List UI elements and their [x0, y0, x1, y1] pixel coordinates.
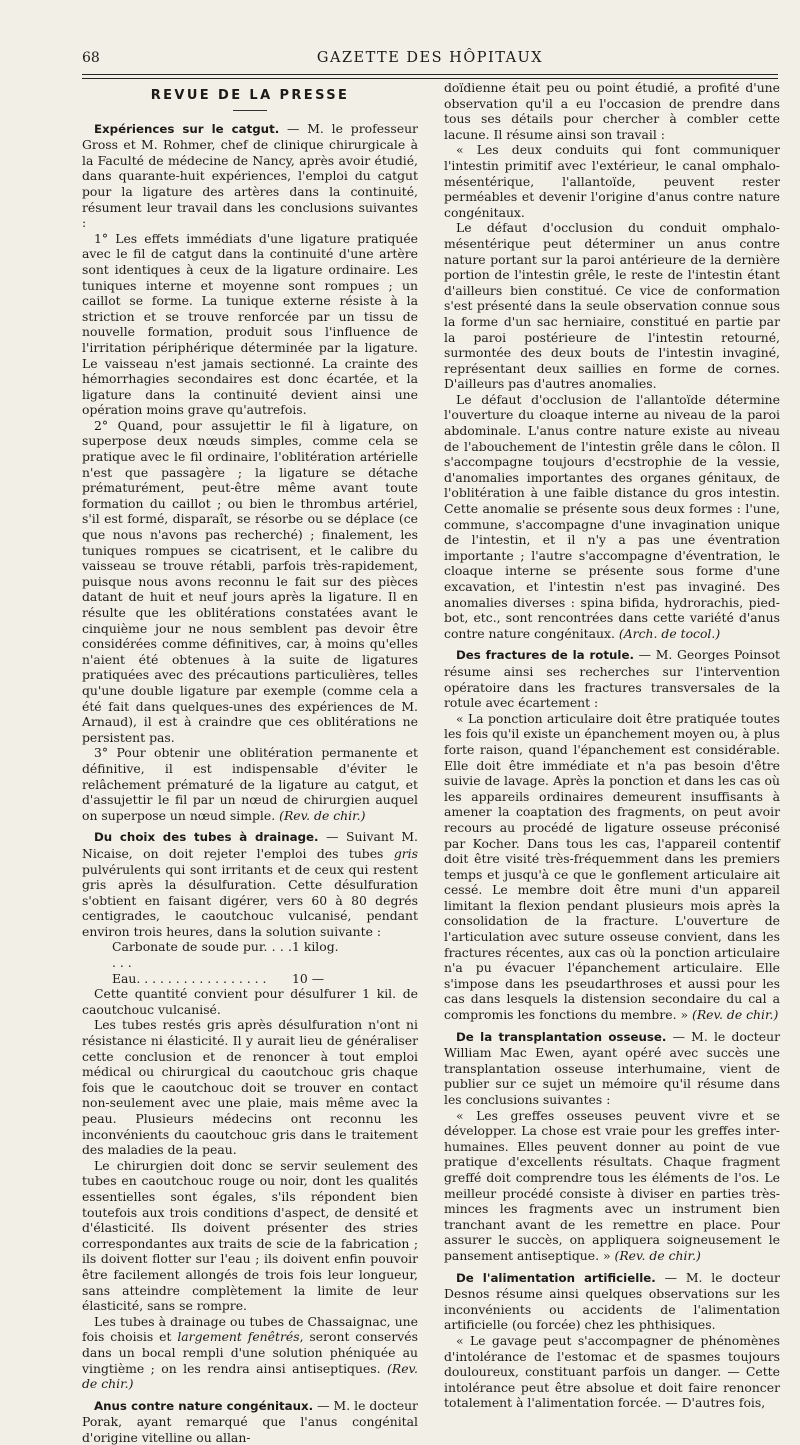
aliment-intro: De l'alimentation artificielle. — M. le docteur Desnos résume ainsi quelques observations sur les inconvénients ou accidents de l'alimentation artificielle (ou forcée) chez les phthisiques. [444, 1269, 780, 1333]
title-rule [233, 110, 267, 111]
anus-quote-1: « Les deux conduits qui font communiquer l'intestin primitif avec l'extérieur, le canal omphalo-mésentérique, l'allantoïde, peuvent rester perméables et devenir l'origine d'anus contre nature congénitaux. [444, 142, 780, 220]
tubes-source: (Rev. de chir.) [82, 1360, 418, 1392]
catgut-paragraph-1: 1° Les effets immédiats d'une ligature pratiquée avec le fil de catgut dans la continuité d'une artère sont identiques à ceux de la ligature ordinaire. Les tuniques interne et moyenne sont rompues ; un caillot se forme. La tunique externe résiste à la striction et se trouve renforcée par un tissu de nouvelle formation, produit sous l'influence de l'irritation périphérique déterminée par la ligature. Le vaisseau n'est jamais sectionné. La crainte des hémorrhagies secondaires est donc écartée, et la ligature dans la continuité devient ainsi une opération moins grave qu'autrefois. [82, 230, 418, 418]
anus-quote-2: Le défaut d'occlusion du conduit omphalo-mésentérique peut déterminer un anus contre nature portant sur la paroi antérieure de la dernière portion de l'intestin grêle, le reste de l'intestin étant d'ailleurs bien constitué. Ce vice de conformation s'est présenté dans la seule observation connue sous la forme d'un sac herniaire, constitué en partie par la paroi postérieure de l'intestin retourné, surmontée des deux bouts de l'intestin invaginé, représentant deux saillies en forme de cornes. D'ailleurs pas d'autres anomalies. [444, 220, 780, 392]
right-column [444, 80, 780, 1411]
anus-heading: Anus contre nature congénitaux. [94, 1398, 314, 1413]
recipe-row: Carbonate de soude pur. . . . . . . 1 kilog. [112, 939, 339, 971]
page-header [82, 50, 778, 72]
catgut-paragraph-2: 2° Quand, pour assujettir le fil à ligature, on superpose deux nœuds simples, comme cela se pratique avec le fil ordinaire, l'oblitération artérielle n'est que passagère ; la ligature se détache prématurément, peut-être même avant toute formation du caillot ; ou bien le thrombus artériel, s'il est formé, disparaît, se résorbe ou se déplace (ce que nous n'avons pas recherché) ; finalement, les tuniques rompues se cicatrisent, et le calibre du vaisseau se trouve rétabli, parfois très-rapidement, puisque nous avons reconnu le fait sur des pièces datant de huit et neuf jours après la ligature. Il en résulte que les oblitérations constatées avant le cinquième jour ne nous semblent pas devoir être considérées comme définitives, car, à moins qu'elles n'aient été obtenues à la suite de ligatures pratiquées avec des précautions particulières, telles qu'une double ligature par exemple (comme cela a été fait dans quelques-unes des expériences de M. Arnaud), il est à craindre que ces oblitérations ne persistent pas. [82, 417, 418, 745]
anus-source: (Arch. de tocol.) [618, 625, 721, 641]
catgut-intro: Expériences sur le catgut. — M. le professeur Gross et M. Rohmer, chef de clinique chirurgicale à la Faculté de médecine de Nancy, après avoir étudié, dans quarante-huit expériences, l'emploi du catgut pour la ligature des artères dans la continuité, résument leur travail dans les conclusions suivantes : [82, 120, 418, 231]
transplant-paragraph-2: « Les greffes osseuses peuvent vivre et se développer. La chose est vraie pour les greffes inter-humaines. Elles peuvent donner au point de vue pratique d'excellents résultats. Chaque fragment greffé doit comprendre tous les éléments de l'os. Le meilleur procédé consiste à diviser en parties très-minces les fragments avec un instrument bien tranchant avant de les remettre en place. Pour assurer le succès, on appliquera soigneusement le pansement antiseptique. » (Rev. de chir.) [444, 1107, 780, 1263]
section-title: REVUE DE LA PRESSE [150, 88, 350, 103]
recipe-row: Eau. . . . . . . . . . . . . . . . . 10 — [112, 970, 325, 986]
tubes-paragraph-5: Les tubes à drainage ou tubes de Chassaignac, une fois choisis et largement fenêtrés, seront conservés dans un bocal rempli d'une solution phéniquée au vingtième ; on les rendra ainsi antiseptiques. (Rev. de chir.) [82, 1313, 418, 1392]
transplant-heading: De la transplantation osseuse. [456, 1029, 667, 1044]
anus-continuation: doïdienne était peu ou point étudié, a profité d'une observation qu'il a eu l'occasion de prendre dans tous ses détails pour chercher à combler cette lacune. Il résume ainsi son travail : [444, 80, 780, 142]
tubes-paragraph-2: Cette quantité convient pour désulfurer 1 kil. de caoutchouc vulcanisé. [82, 986, 418, 1017]
rotule-paragraph-2: « La ponction articulaire doit être pratiquée toutes les fois qu'il existe un épanchement moyen ou, à plus forte raison, quand l'épanchement est considérable. Elle doit être immédiate et n'a pas besoin d'être suivie de lavage. Après la ponction et dans les cas où les appareils ordinaires demeurent insuffisants à amener la coaptation des fragments, on peut avoir recours au procédé de ligature osseuse préconisé par Kocher. Dans tous les cas, l'appareil contentif doit être visité très-fréquemment dans les premiers temps et jusqu'à ce que le gonflement articulaire ait cessé. Le membre doit être muni d'un appareil limitant la flexion pendant plusieurs mois après la consolidation de la fracture. L'ouverture de l'articulation avec suture osseuse convient, dans les fractures récentes, aux cas où la ponction articulaire n'a pu évacuer l'épanchement articulaire. Elle s'impose dans les pseudarthroses et aussi pour les cas dans lesquels la distension secondaire du cal a compromis les fonctions du membre. » (Rev. de chir.) [444, 710, 780, 1023]
aliment-heading: De l'alimentation artificielle. [456, 1270, 656, 1285]
catgut-heading: Expériences sur le catgut. [94, 121, 280, 136]
tubes-paragraph-4: Le chirurgien doit donc se servir seulement des tubes en caoutchouc rouge ou noir, dont les qualités essentielles sont égales, s'ils répondent bien toutefois aux trois conditions d'aspect, de densité et d'élasticité. Ils doivent présenter des stries correspondantes aux traits de scie de la fabrication ; ils doivent flotter sur l'eau ; ils doivent enfin pouvoir être facilement allongés de trois fois leur longueur, sans atteindre complètement la limite de leur élasticité, sans se rompre. [82, 1157, 418, 1314]
anus-intro: Anus contre nature congénitaux. — M. le docteur Porak, ayant remarqué que l'anus congénital d'origine vitelline ou allan- [82, 1397, 418, 1445]
transplant-source: (Rev. de chir.) [614, 1247, 701, 1263]
tubes-intro: Du choix des tubes à drainage. — Suivant M. Nicaise, on doit rejeter l'emploi des tubes gris pulvérulents qui sont irritants et de ceux qui restent gris après la désulfuration. Cette désulfuration s'obtient en faisant digérer, vers 60 à 80 degrés centigrades, le caoutchouc vulcanisé, pendant environ trois heures, dans la solution suivante : [82, 829, 418, 939]
catgut-source: (Rev. de chir.) [279, 807, 366, 823]
catgut-paragraph-3: 3° Pour obtenir une oblitération permanente et définitive, il est indispensable d'éviter le relâchement prématuré de la ligature au catgut, et d'assujettir le fil par un nœud de chirurgien auquel on superpose un nœud simple. (Rev. de chir.) [82, 745, 418, 823]
journal-title: GAZETTE DES HÔPITAUX [316, 50, 544, 66]
header-rule-thin [82, 78, 778, 79]
rotule-source: (Rev. de chir.) [692, 1007, 779, 1023]
anus-quote-3: Le défaut d'occlusion de l'allantoïde détermine l'ouverture du cloaque interne au niveau de la paroi abdominale. L'anus contre nature existe au niveau de l'abouchement de l'intestin grêle dans le côlon. Il s'accompagne toujours d'ecstrophie de la vessie, d'anomalies importantes des organes génitaux, de l'oblitération à une faible distance du gros intestin. Cette anomalie se présente sous deux formes : l'une, commune, s'accompagne d'une invagination unique de l'intestin, et il n'y a pas une éventration importante ; l'autre s'accompagne d'éventration, le cloaque interne se présente sous forme d'une excavation, et l'intestin n'est pas invaginé. Des anomalies diverses : spina bifida, hydrorachis, pied-bot, etc., sont rencontrées dans cette variété d'anus contre nature congénitaux. (Arch. de tocol.) [444, 391, 780, 641]
rotule-heading: Des fractures de la rotule. [456, 648, 634, 663]
rotule-intro: Des fractures de la rotule. — M. Georges Poinsot résume ainsi ses recherches sur l'intervention opératoire dans les fractures transversales de la rotule avec écartement : [444, 647, 780, 711]
aliment-paragraph-2: « Le gavage peut s'accompagner de phénomènes d'intolérance de l'estomac et de spasmes toujours douloureux, constituant parfois un danger. — Cette intolérance peut être absolue et doit faire renoncer totalement à l'alimentation forcée. — D'autres fois, [444, 1332, 780, 1411]
tubes-paragraph-3: Les tubes restés gris après désulfuration n'ont ni résistance ni élasticité. Il y aurait lieu de généraliser cette conclusion et de renoncer à tout emploi médical ou chirurgical du caoutchouc gris chaque fois que le caoutchouc doit se trouver en contact non-seulement avec une plaie, mais même avec la peau. Plusieurs médecins ont reconnu les inconvénients du caoutchouc gris dans le traitement des maladies de la peau. [82, 1017, 418, 1158]
tubes-heading: Du choix des tubes à drainage. [94, 830, 319, 845]
solution-recipe [82, 939, 418, 986]
page-number: 68 [82, 50, 100, 66]
left-column [82, 88, 418, 1445]
transplant-intro: De la transplantation osseuse. — M. le docteur William Mac Ewen, ayant opéré avec succès une transplantation osseuse interhumaine, vient de publier sur ce sujet un mémoire qu'il résume dans les conclusions suivantes : [444, 1028, 780, 1107]
header-rule-thick [82, 74, 778, 75]
